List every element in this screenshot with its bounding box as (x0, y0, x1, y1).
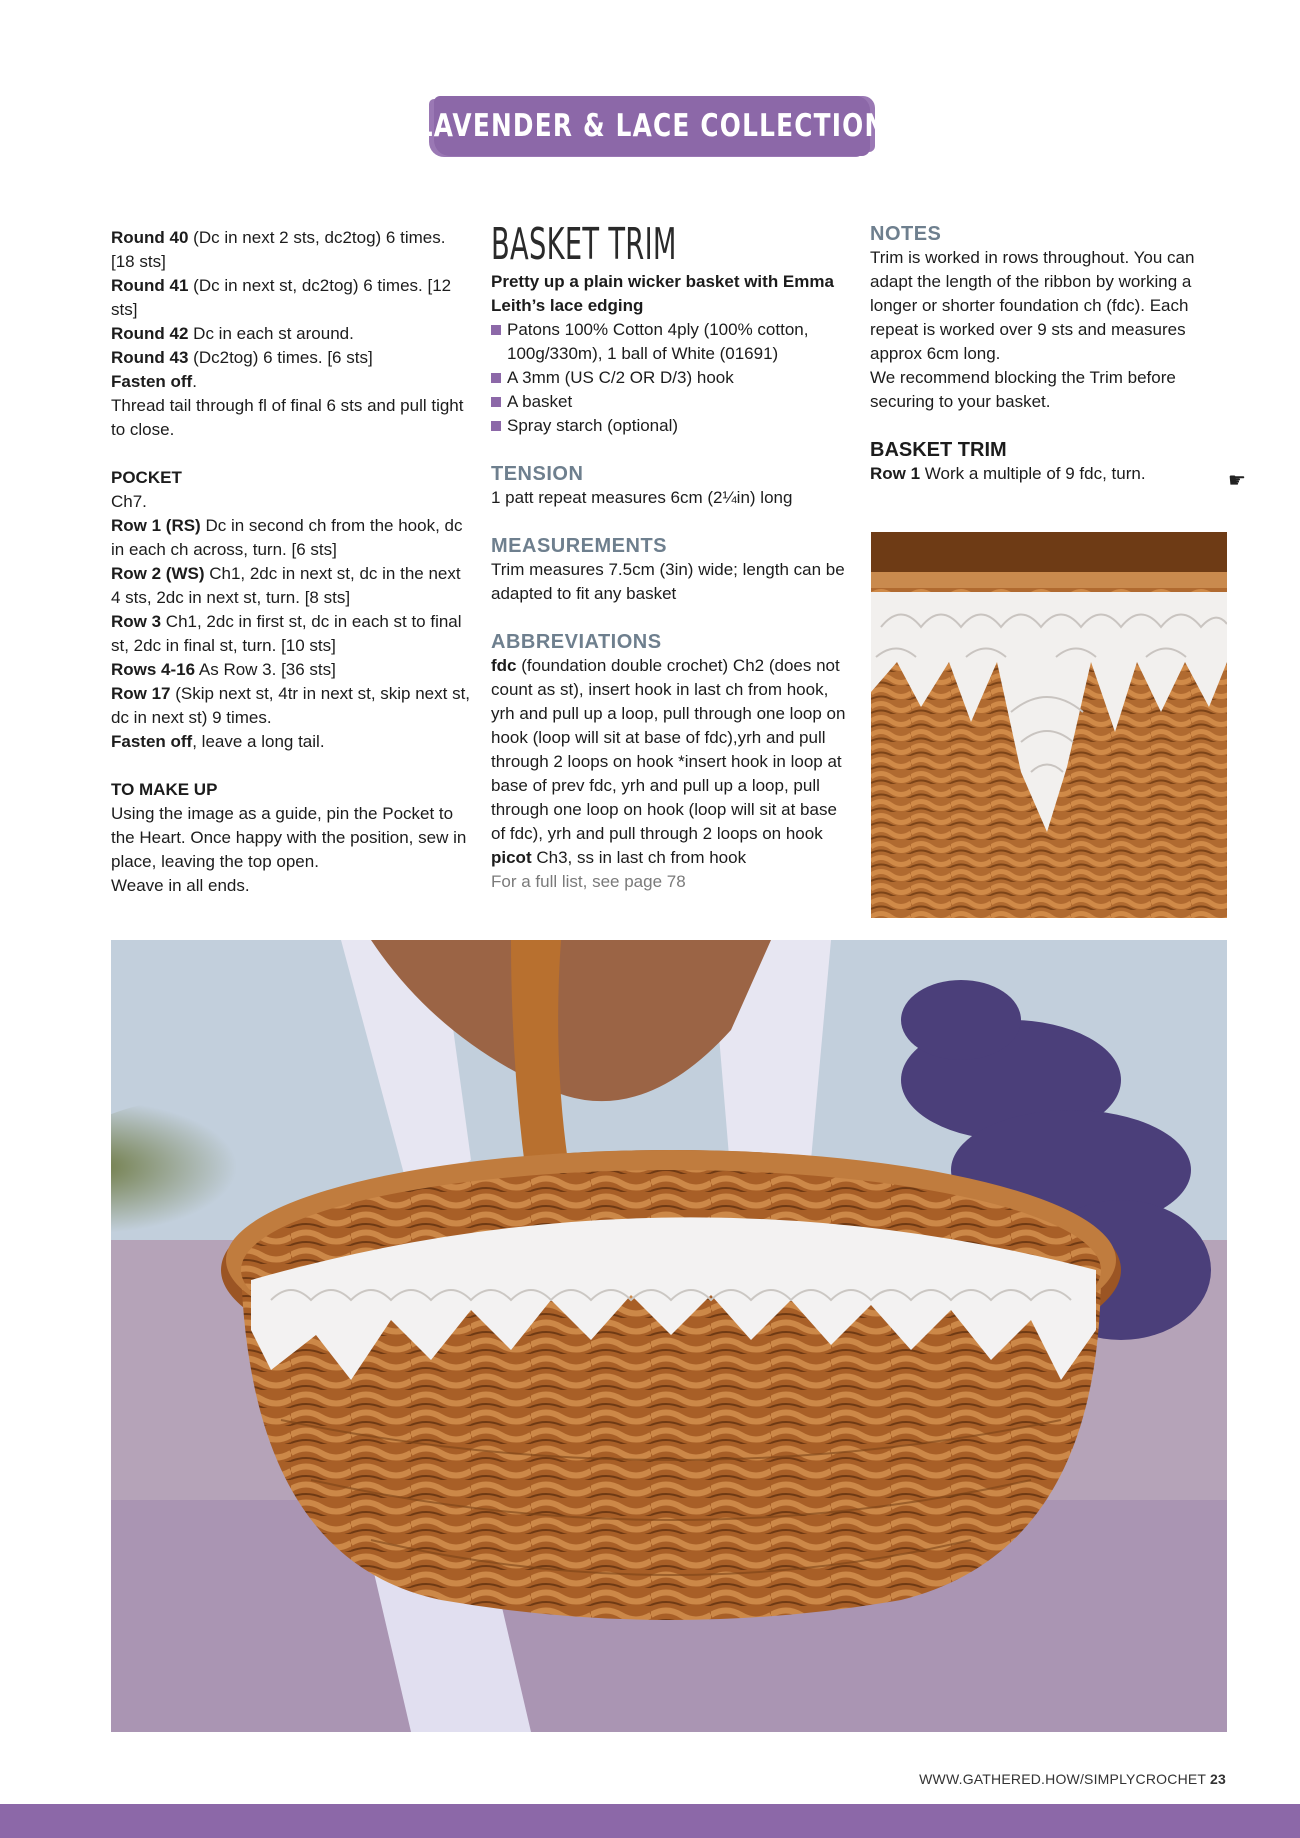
continue-pointing-hand-icon: ☛ (1228, 470, 1246, 492)
weave-text: Weave in all ends. (111, 876, 250, 895)
page-number: 23 (1210, 1771, 1226, 1787)
footer-bar (0, 1804, 1300, 1838)
pocket-chain: Ch7. (111, 492, 147, 511)
notes-text: Trim is worked in rows throughout. You can adapt the length of the ribbon by working a longer or shorter foundation ch (fdc). Each repeat is worked over 9 sts and measures approx 6cm long. (870, 248, 1195, 363)
bullet-square-icon (491, 421, 501, 431)
website-link[interactable]: WWW.GATHERED.HOW/SIMPLYCROCHET (919, 1771, 1206, 1787)
list-item: Spray starch (optional) (491, 414, 853, 438)
measurements-heading: MEASUREMENTS (491, 535, 668, 557)
pocket-heading: POCKET (111, 468, 182, 487)
pocket-row-17: Row 17 (Skip next st, 4tr in next st, skip next st, dc in next st) 9 times. (111, 684, 471, 727)
abbr-picot: picot Ch3, ss in last ch from hook (491, 848, 747, 867)
round-43: Round 43 (Dc2tog) 6 times. [6 sts] (111, 348, 373, 367)
trim-closeup-illustration (871, 532, 1227, 918)
bullet-square-icon (491, 397, 501, 407)
fasten-off: Fasten off. (111, 372, 197, 391)
basket-main-photo (111, 940, 1227, 1732)
pocket-fasten-off: Fasten off, leave a long tail. (111, 732, 325, 751)
bullet-square-icon (491, 325, 501, 335)
list-item: A 3mm (US C/2 OR D/3) hook (491, 366, 853, 390)
make-up-heading: TO MAKE UP (111, 780, 218, 799)
bullet-square-icon (491, 373, 501, 383)
abbreviations-heading: ABBREVIATIONS (491, 631, 662, 653)
footer-url (919, 1771, 1226, 1787)
column-left (111, 226, 471, 898)
thread-tail-text: Thread tail through fl of final 6 sts and pull tight to close. (111, 396, 464, 439)
column-right (870, 222, 1235, 486)
pattern-title: BASKET TRIM (491, 219, 677, 270)
trim-closeup-photo (871, 532, 1227, 918)
notes-heading: NOTES (870, 223, 942, 245)
measurements-text: Trim measures 7.5cm (3in) wide; length can be adapted to fit any basket (491, 560, 845, 603)
basket-illustration (111, 940, 1227, 1732)
materials-list (491, 318, 853, 438)
pocket-row-1: Row 1 (RS) Dc in second ch from the hook, dc in each ch across, turn. [6 sts] (111, 516, 463, 559)
full-list-link[interactable]: For a full list, see page 78 (491, 872, 686, 891)
round-40: Round 40 (Dc in next 2 sts, dc2tog) 6 times. [18 sts] (111, 228, 446, 271)
tension-heading: TENSION (491, 463, 584, 485)
make-up-text: Using the image as a guide, pin the Pocket to the Heart. Once happy with the position, sew in place, leaving the top open. (111, 804, 467, 871)
collection-banner (417, 96, 887, 156)
column-middle (491, 220, 853, 894)
pocket-row-3: Row 3 Ch1, 2dc in first st, dc in each st to final st, 2dc in final st, turn. [10 sts] (111, 612, 462, 655)
notes-blocking-text: We recommend blocking the Trim before securing to your basket. (870, 368, 1176, 411)
collection-banner-text: LAVENDER & LACE COLLECTION (417, 108, 887, 144)
strapline: Pretty up a plain wicker basket with Emma Leith’s lace edging (491, 272, 834, 315)
pocket-rows-4-16: Rows 4-16 As Row 3. [36 sts] (111, 660, 336, 679)
list-item: A basket (491, 390, 853, 414)
trim-row-1: Row 1 Work a multiple of 9 fdc, turn. (870, 464, 1146, 483)
round-41: Round 41 (Dc in next st, dc2tog) 6 times. [12 sts] (111, 276, 452, 319)
tension-text: 1 patt repeat measures 6cm (2¼in) long (491, 488, 793, 507)
round-42: Round 42 Dc in each st around. (111, 324, 354, 343)
pocket-row-2: Row 2 (WS) Ch1, 2dc in next st, dc in the next 4 sts, 2dc in next st, turn. [8 sts] (111, 564, 461, 607)
list-item: Patons 100% Cotton 4ply (100% cotton, 100g/330m), 1 ball of White (01691) (491, 318, 853, 366)
basket-trim-heading: BASKET TRIM (870, 439, 1007, 461)
abbr-fdc: fdc (foundation double crochet) Ch2 (does not count as st), insert hook in last ch from hook, yrh and pull up a loop, pull through one loop on hook (loop will sit at base of fdc),yrh and pull through 2 loops on hook *insert hook in loop at base of prev fdc, yrh and pull up a loop, pull through one loop on hook (loop will sit at base of fdc), yrh and pull through 2 loops on hook (491, 656, 846, 843)
